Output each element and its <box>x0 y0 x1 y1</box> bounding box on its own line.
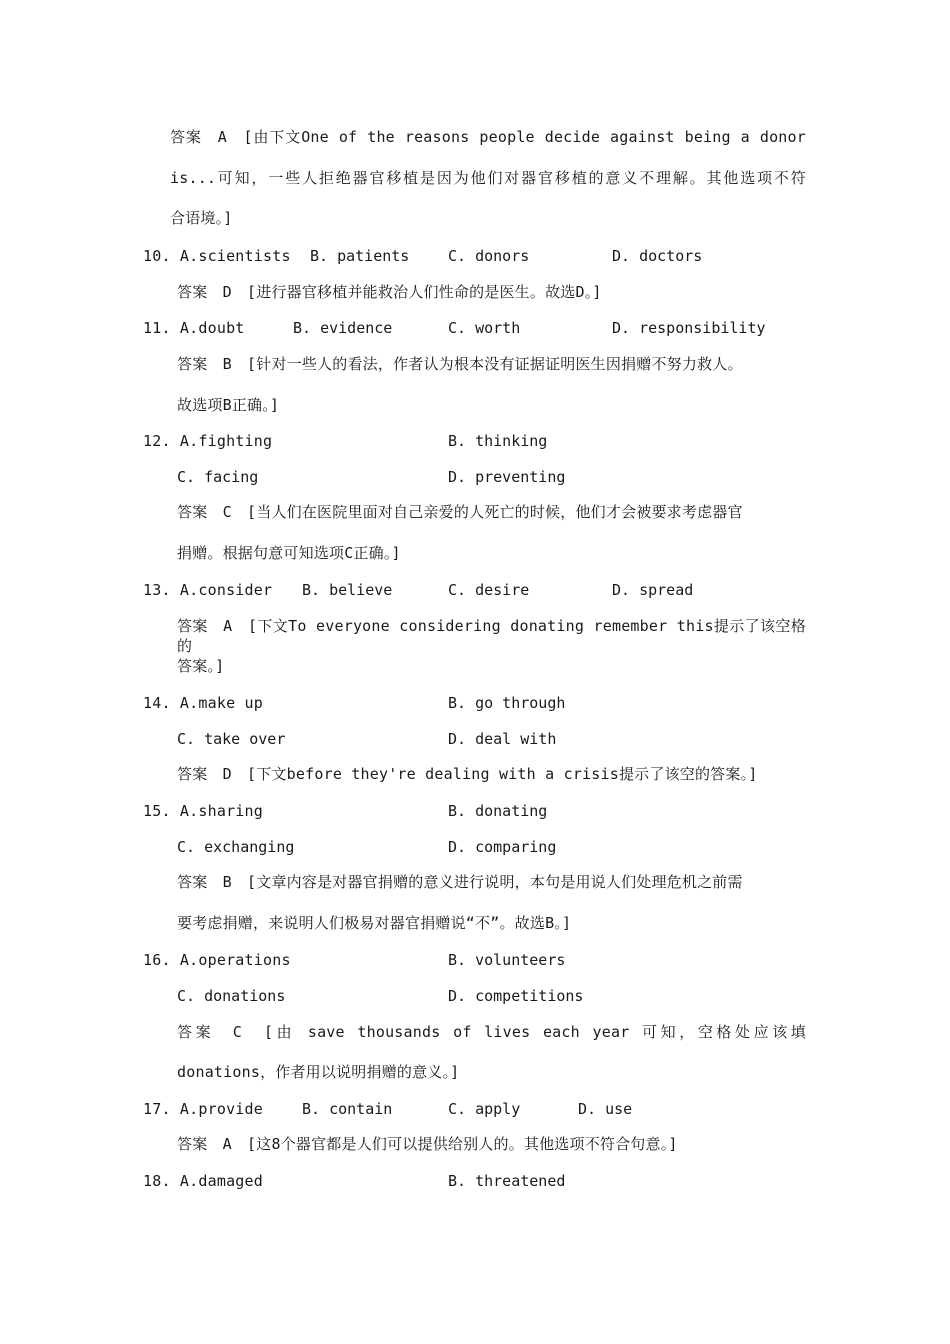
question-13-option-b: B. believe <box>302 581 393 599</box>
question-14-option-a: 14. A.make up <box>143 694 263 712</box>
question-13-option-a: 13. A.consider <box>143 581 273 599</box>
answer-15-line-1: 答案 B [文章内容是对器官捐赠的意义进行说明，本句是用说人们处理危机之前需 <box>177 873 743 891</box>
question-11-option-a: 11. A.doubt <box>143 319 245 337</box>
question-14-option-d: D. deal with <box>448 730 557 748</box>
question-12-option-c: C. facing <box>177 468 259 486</box>
answer-16-line-2: donations，作者用以说明捐赠的意义。] <box>177 1063 460 1081</box>
answer-9-line-3: 合语境。] <box>170 209 233 227</box>
answer-12-line-1: 答案 C [当人们在医院里面对自己亲爱的人死亡的时候，他们才会被要求考虑器官 <box>177 503 743 521</box>
question-17-option-c: C. apply <box>448 1100 521 1118</box>
question-17-option-d: D. use <box>578 1100 633 1118</box>
answer-15-line-2: 要考虑捐赠，来说明人们极易对器官捐赠说“不”。故选B。] <box>177 914 572 932</box>
question-10-option-d: D. doctors <box>612 247 703 265</box>
answer-10-line-1: 答案 D [进行器官移植并能救治人们性命的是医生。故选D。] <box>177 283 602 301</box>
question-14-option-c: C. take over <box>177 730 286 748</box>
answer-16-line-1: 答案 C [由 save thousands of lives each year 可知，空格处应该填 <box>177 1023 806 1041</box>
answer-13-line-1: 答案 A [下文To everyone considering donating remember this提示了该空格的 <box>177 617 806 655</box>
question-16-option-b: B. volunteers <box>448 951 566 969</box>
question-15-option-d: D. comparing <box>448 838 557 856</box>
answer-17-line-1: 答案 A [这8个器官都是人们可以提供给别人的。其他选项不符合句意。] <box>177 1135 678 1153</box>
question-14-option-b: B. go through <box>448 694 566 712</box>
question-16-option-a: 16. A.operations <box>143 951 291 969</box>
answer-9-line-1: 答案 A [由下文One of the reasons people decide against being a donor <box>170 128 806 146</box>
question-10-option-a: 10. A.scientists <box>143 247 291 265</box>
question-11-option-b: B. evidence <box>293 319 393 337</box>
question-16-option-c: C. donations <box>177 987 286 1005</box>
question-15-option-a: 15. A.sharing <box>143 802 263 820</box>
question-11-option-c: C. worth <box>448 319 521 337</box>
question-10-option-c: C. donors <box>448 247 530 265</box>
question-16-option-d: D. competitions <box>448 987 584 1005</box>
question-10-option-b: B. patients <box>310 247 410 265</box>
answer-11-line-1: 答案 B [针对一些人的看法，作者认为根本没有证据证明医生因捐赠不努力救人。 <box>177 355 743 373</box>
question-13-option-d: D. spread <box>612 581 694 599</box>
question-13-option-c: C. desire <box>448 581 530 599</box>
answer-14-line-1: 答案 D [下文before they're dealing with a crisis提示了该空的答案。] <box>177 765 758 783</box>
question-17-option-b: B. contain <box>302 1100 393 1118</box>
question-15-option-b: B. donating <box>448 802 548 820</box>
question-12-option-b: B. thinking <box>448 432 548 450</box>
question-11-option-d: D. responsibility <box>612 319 766 337</box>
question-15-option-c: C. exchanging <box>177 838 295 856</box>
question-12-option-a: 12. A.fighting <box>143 432 273 450</box>
answer-13-line-2: 答案。] <box>177 657 225 675</box>
question-17-option-a: 17. A.provide <box>143 1100 263 1118</box>
question-18-option-b: B. threatened <box>448 1172 566 1190</box>
question-18-option-a: 18. A.damaged <box>143 1172 263 1190</box>
answer-11-line-2: 故选项B正确。] <box>177 396 280 414</box>
answer-9-line-2: is...可知，一些人拒绝器官移植是因为他们对器官移植的意义不理解。其他选项不符 <box>170 169 806 187</box>
question-12-option-d: D. preventing <box>448 468 566 486</box>
answer-12-line-2: 捐赠。根据句意可知选项C正确。] <box>177 544 401 562</box>
